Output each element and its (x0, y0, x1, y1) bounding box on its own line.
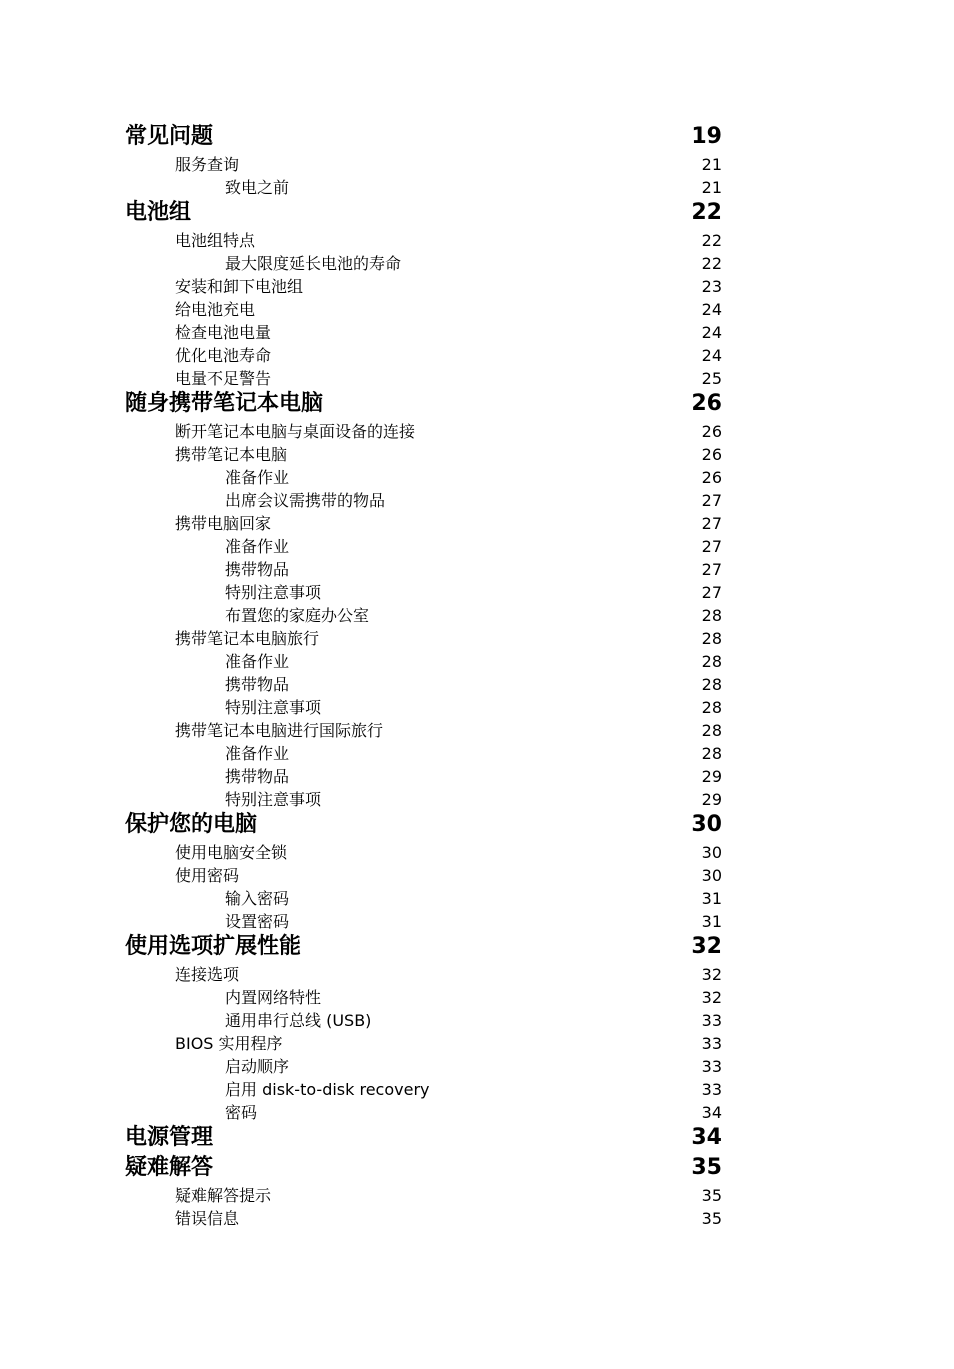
toc-entry-page-number: 28 (701, 606, 722, 625)
toc-entry-title: 特别注意事项 (225, 698, 322, 717)
toc-entry-title: 准备作业 (225, 652, 290, 671)
toc-chapter-row[interactable] (0, 1125, 954, 1149)
toc-entry-title: 启动顺序 (225, 1057, 290, 1076)
toc-entry-title: 疑难解答 (125, 1155, 214, 1180)
toc-entry-row[interactable] (0, 271, 954, 295)
toc-entry-page-number: 28 (701, 698, 722, 717)
toc-entry-page-number: 34 (701, 1103, 722, 1122)
toc-entry-row[interactable] (0, 149, 954, 173)
toc-entry-row[interactable] (0, 1203, 954, 1227)
toc-entry-title: 安装和卸下电池组 (175, 277, 304, 296)
toc-entry-title: 优化电池寿命 (175, 346, 272, 365)
toc-entry-page-number: 33 (701, 1034, 722, 1053)
toc-entry-title: 最大限度延长电池的寿命 (225, 254, 402, 273)
toc-entry-page-number: 24 (701, 346, 722, 365)
toc-entry-title: 使用选项扩展性能 (125, 934, 302, 959)
toc-entry-row[interactable] (0, 837, 954, 861)
toc-entry-page-number: 26 (701, 422, 722, 441)
toc-entry-page-number: 33 (701, 1011, 722, 1030)
toc-entry-page-number: 31 (701, 889, 722, 908)
toc-entry-title: 电源管理 (125, 1125, 214, 1150)
toc-entry-page-number: 33 (701, 1080, 722, 1099)
toc-entry-page-number: 22 (701, 231, 722, 250)
toc-entry-title: 电池组 (125, 200, 192, 225)
toc-entry-row[interactable] (0, 959, 954, 983)
toc-entry-title: 通用串行总线 (USB) (225, 1011, 372, 1030)
toc-entry-title: 布置您的家庭办公室 (225, 606, 370, 625)
toc-entry-row[interactable] (0, 462, 954, 486)
toc-entry-page-number: 29 (701, 767, 722, 786)
toc-entry-row[interactable] (0, 715, 954, 739)
toc-entry-page-number: 26 (691, 391, 722, 416)
toc-entry-row[interactable] (0, 508, 954, 532)
toc-entry-page-number: 23 (701, 277, 722, 296)
toc-entry-row[interactable] (0, 416, 954, 440)
toc-entry-page-number: 31 (701, 912, 722, 931)
toc-entry-page-number: 25 (701, 369, 722, 388)
toc-entry-row[interactable] (0, 784, 954, 808)
toc-entry-row[interactable] (0, 577, 954, 601)
toc-entry-page-number: 28 (701, 675, 722, 694)
toc-entry-title: 错误信息 (175, 1209, 240, 1228)
toc-entry-row[interactable] (0, 225, 954, 249)
toc-entry-title: 使用电脑安全锁 (175, 843, 288, 862)
toc-entry-title: 准备作业 (225, 468, 290, 487)
toc-entry-page-number: 30 (701, 843, 722, 862)
toc-entry-title: 给电池充电 (175, 300, 256, 319)
toc-entry-title: 常见问题 (125, 124, 214, 149)
toc-entry-title: 准备作业 (225, 537, 290, 556)
toc-entry-title: 出席会议需携带的物品 (225, 491, 386, 510)
toc-entry-title: 内置网络特性 (225, 988, 322, 1007)
toc-entry-title: 连接选项 (175, 965, 240, 984)
toc-entry-row[interactable] (0, 172, 954, 196)
toc-entry-row[interactable] (0, 623, 954, 647)
toc-entry-row[interactable] (0, 439, 954, 463)
toc-entry-title: 携带笔记本电脑进行国际旅行 (175, 721, 384, 740)
toc-entry-row[interactable] (0, 340, 954, 364)
toc-entry-page-number: 22 (691, 200, 722, 225)
toc-entry-title: 保护您的电脑 (125, 812, 258, 837)
toc-entry-row[interactable] (0, 883, 954, 907)
toc-entry-row[interactable] (0, 1180, 954, 1204)
toc-entry-row[interactable] (0, 248, 954, 272)
toc-entry-page-number: 35 (701, 1186, 722, 1205)
toc-entry-page-number: 33 (701, 1057, 722, 1076)
toc-entry-row[interactable] (0, 1074, 954, 1098)
toc-entry-title: 特别注意事项 (225, 790, 322, 809)
toc-entry-row[interactable] (0, 646, 954, 670)
toc-entry-page-number: 28 (701, 629, 722, 648)
toc-entry-title: 致电之前 (225, 178, 290, 197)
toc-entry-title: 输入密码 (225, 889, 290, 908)
toc-entry-title: 携带笔记本电脑 (175, 445, 288, 464)
toc-entry-page-number: 27 (701, 537, 722, 556)
toc-entry-row[interactable] (0, 1051, 954, 1075)
toc-entry-page-number: 21 (701, 178, 722, 197)
toc-entry-page-number: 32 (701, 988, 722, 1007)
toc-entry-page-number: 35 (701, 1209, 722, 1228)
toc-entry-page-number: 26 (701, 445, 722, 464)
toc-entry-row[interactable] (0, 906, 954, 930)
toc-chapter-row[interactable] (0, 934, 954, 958)
toc-entry-title: 设置密码 (225, 912, 290, 931)
toc-entry-row[interactable] (0, 982, 954, 1006)
toc-entry-title: 特别注意事项 (225, 583, 322, 602)
toc-entry-page-number: 26 (701, 468, 722, 487)
toc-entry-page-number: 32 (691, 934, 722, 959)
toc-entry-page-number: 27 (701, 560, 722, 579)
toc-entry-page-number: 34 (691, 1125, 722, 1150)
toc-entry-page-number: 28 (701, 652, 722, 671)
toc-entry-page-number: 30 (701, 866, 722, 885)
toc-entry-title: 密码 (225, 1103, 258, 1122)
toc-entry-row[interactable] (0, 363, 954, 387)
toc-entry-page-number: 24 (701, 323, 722, 342)
toc-entry-page-number: 21 (701, 155, 722, 174)
toc-entry-title: 携带物品 (225, 767, 290, 786)
toc-entry-row[interactable] (0, 860, 954, 884)
toc-chapter-row[interactable] (0, 391, 954, 415)
toc-entry-title: 准备作业 (225, 744, 290, 763)
toc-chapter-row[interactable] (0, 200, 954, 224)
toc-entry-row[interactable] (0, 738, 954, 762)
toc-entry-row[interactable] (0, 669, 954, 693)
toc-entry-title: 携带物品 (225, 560, 290, 579)
toc-entry-title: 使用密码 (175, 866, 240, 885)
toc-entry-title: 电池组特点 (175, 231, 256, 250)
toc-entry-page-number: 19 (691, 124, 722, 149)
toc-entry-title: 服务查询 (175, 155, 240, 174)
toc-entry-row[interactable] (0, 600, 954, 624)
toc-entry-row[interactable] (0, 1097, 954, 1121)
toc-entry-title: BIOS 实用程序 (175, 1034, 283, 1053)
toc-entry-title: 疑难解答提示 (175, 1186, 272, 1205)
toc-entry-row[interactable] (0, 294, 954, 318)
toc-entry-title: 电量不足警告 (175, 369, 272, 388)
toc-chapter-row[interactable] (0, 812, 954, 836)
toc-entry-row[interactable] (0, 761, 954, 785)
toc-entry-title: 随身携带笔记本电脑 (125, 391, 324, 416)
toc-entry-title: 断开笔记本电脑与桌面设备的连接 (175, 422, 416, 441)
toc-entry-row[interactable] (0, 317, 954, 341)
toc-entry-page-number: 35 (691, 1155, 722, 1180)
toc-entry-row[interactable] (0, 554, 954, 578)
toc-entry-page-number: 28 (701, 721, 722, 740)
toc-entry-title: 携带物品 (225, 675, 290, 694)
toc-entry-page-number: 22 (701, 254, 722, 273)
toc-entry-page-number: 32 (701, 965, 722, 984)
toc-entry-page-number: 27 (701, 514, 722, 533)
toc-entry-title: 携带笔记本电脑旅行 (175, 629, 320, 648)
toc-entry-page-number: 29 (701, 790, 722, 809)
toc-entry-title: 检查电池电量 (175, 323, 272, 342)
toc-entry-row[interactable] (0, 1005, 954, 1029)
toc-entry-page-number: 30 (691, 812, 722, 837)
toc-entry-page-number: 24 (701, 300, 722, 319)
toc-entry-row[interactable] (0, 531, 954, 555)
toc-entry-page-number: 28 (701, 744, 722, 763)
toc-entry-row[interactable] (0, 1028, 954, 1052)
toc-entry-row[interactable] (0, 485, 954, 509)
toc-chapter-row[interactable] (0, 1155, 954, 1179)
toc-entry-row[interactable] (0, 692, 954, 716)
toc-entry-page-number: 27 (701, 583, 722, 602)
toc-chapter-row[interactable] (0, 124, 954, 148)
toc-entry-title: 启用 disk-to-disk recovery (225, 1080, 430, 1099)
toc-entry-title: 携带电脑回家 (175, 514, 272, 533)
toc-entry-page-number: 27 (701, 491, 722, 510)
